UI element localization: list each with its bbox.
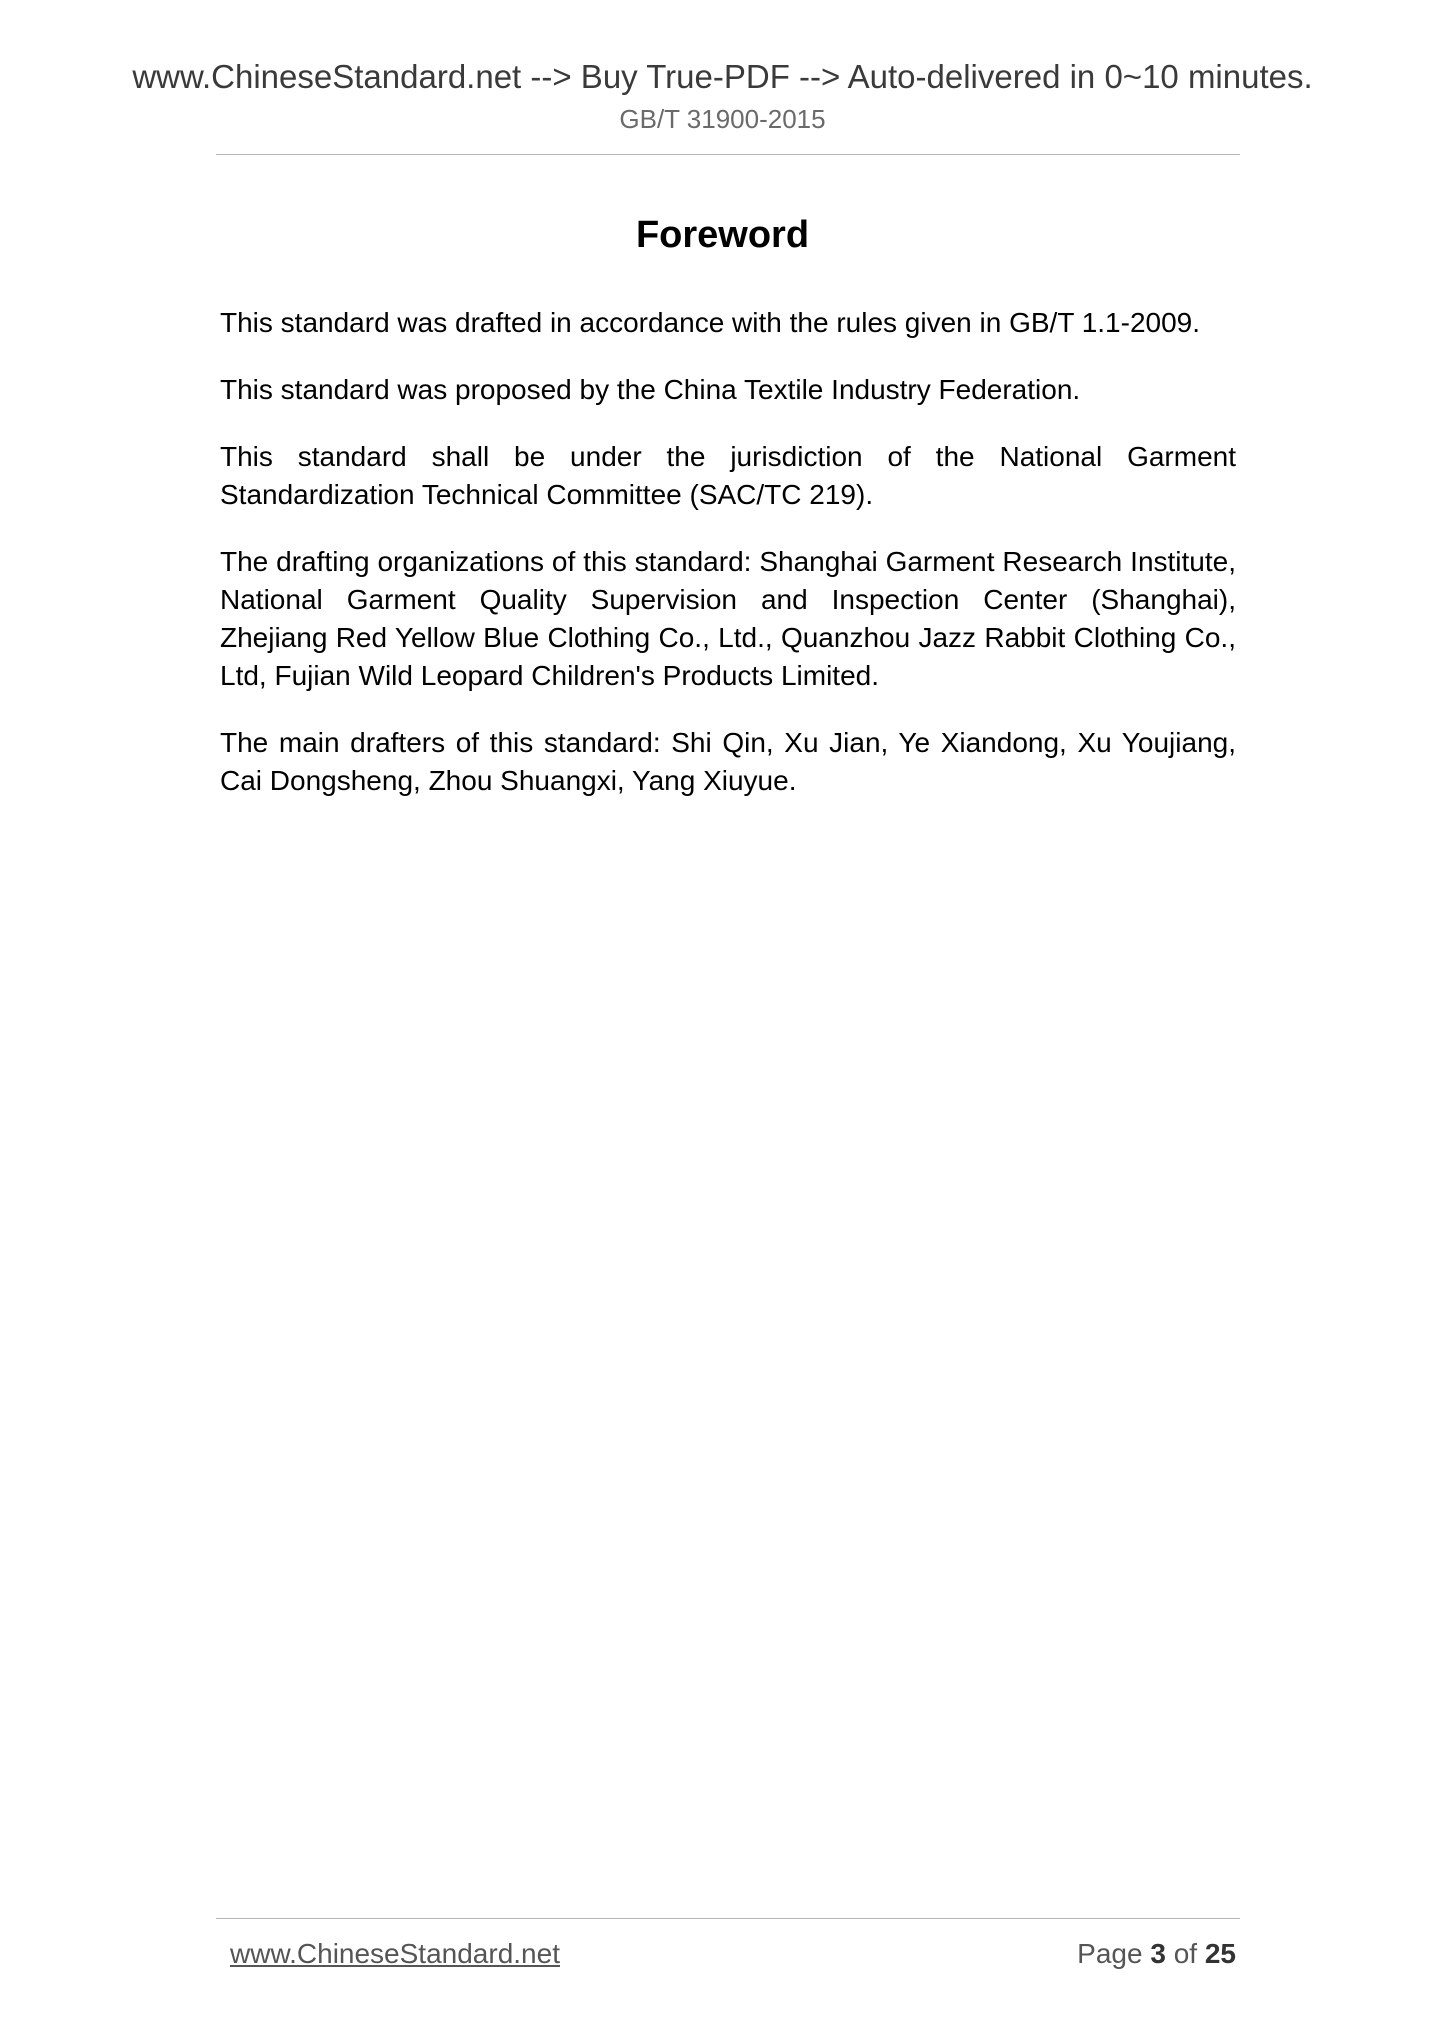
header-divider — [216, 154, 1240, 155]
header-banner: www.ChineseStandard.net --> Buy True-PDF --> Auto-delivered in 0~10 minutes. — [132, 58, 1313, 95]
page-word: Page — [1077, 1938, 1143, 1969]
document-body — [220, 304, 1236, 829]
page-footer — [230, 1938, 1236, 1978]
paragraph-jurisdiction: This standard shall be under the jurisdiction of the National Garment Standardization Technical Committee (SAC/TC 219). — [220, 441, 1236, 510]
paragraph-drafting-rules: This standard was drafted in accordance with the rules given in GB/T 1.1-2009. — [220, 307, 1201, 338]
page-title: Foreword — [635, 214, 810, 256]
footer-site-link[interactable]: www.ChineseStandard.net — [230, 1938, 560, 1969]
page-number — [1077, 1938, 1236, 1970]
footer-divider — [216, 1918, 1240, 1919]
page-current: 3 — [1150, 1938, 1166, 1969]
paragraph-main-drafters: The main drafters of this standard: Shi Qin, Xu Jian, Ye Xiandong, Xu Youjiang, Cai Dongsheng, Zhou Shuangxi, Yang Xiuyue. — [220, 727, 1236, 796]
standard-code: GB/T 31900-2015 — [619, 104, 826, 134]
page-of: of — [1173, 1938, 1198, 1969]
paragraph-proposer: This standard was proposed by the China Textile Industry Federation. — [220, 374, 1081, 405]
page-total: 25 — [1204, 1938, 1236, 1969]
paragraph-drafting-organizations: The drafting organizations of this standard: Shanghai Garment Research Institute, National Garment Quality Supervision and Inspection Center (Shanghai), Zhejiang Red Yellow Blue Clothing Co., Ltd., Quanzhou Jazz Rabbit Clothing Co., Ltd, Fujian Wild Leopard Children's Products Limited. — [220, 546, 1236, 691]
